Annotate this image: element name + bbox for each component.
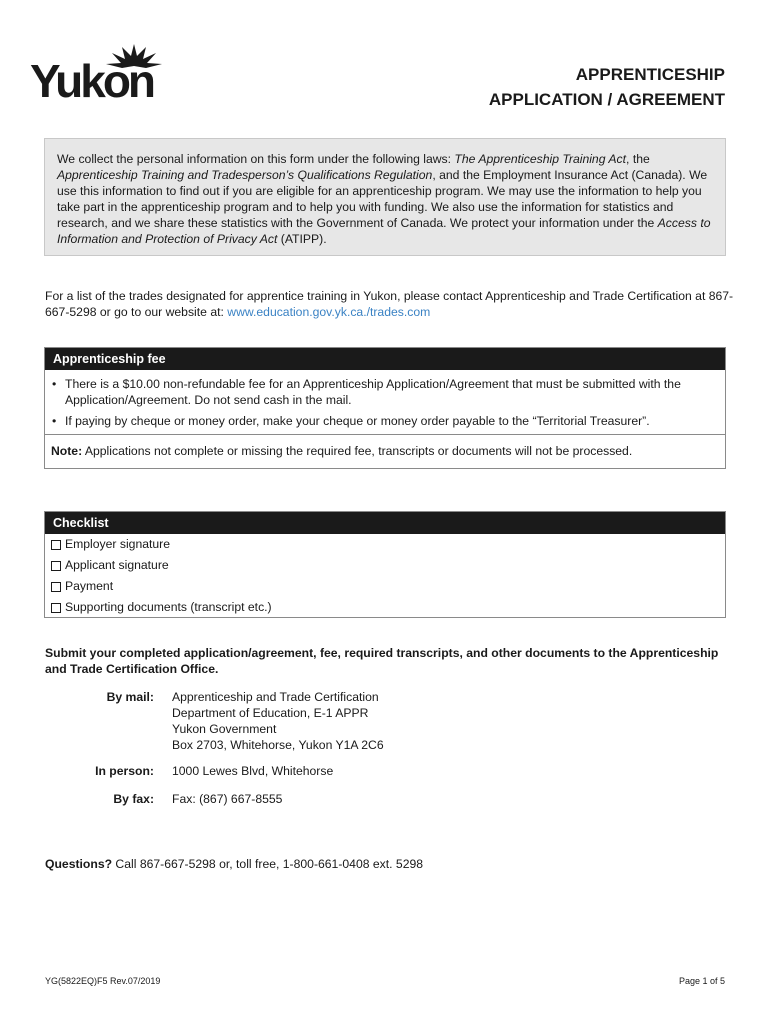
atipp-act-name: Access to Information and Protection of Privacy Act bbox=[57, 216, 711, 246]
website-link[interactable]: www.education.gov.yk.ca./trades.com bbox=[227, 305, 431, 319]
submit-instructions: Submit your completed application/agreement, fee, required transcripts, and other documents to the Apprenticeship and Trade Certification Office. bbox=[45, 646, 719, 676]
privacy-text: (ATIPP). bbox=[277, 232, 327, 246]
checklist-item-applicant-signature[interactable] bbox=[45, 555, 725, 576]
questions-text: Call 867-667-5298 or, toll free, 1-800-661-0408 ext. 5298 bbox=[112, 857, 424, 871]
checklist-item-label: Employer signature bbox=[65, 537, 170, 551]
privacy-notice bbox=[44, 138, 726, 256]
checklist-item-payment[interactable] bbox=[45, 576, 725, 597]
checklist-item-label: Payment bbox=[65, 579, 114, 593]
title-line-2: APPLICATION / AGREEMENT bbox=[488, 90, 725, 109]
form-title bbox=[489, 62, 725, 112]
fee-bullet: • If paying by cheque or money order, make your cheque or money order payable to the “Territorial Treasurer”. bbox=[65, 413, 715, 429]
fee-section bbox=[44, 347, 726, 469]
act-name: The Apprenticeship Training Act bbox=[454, 152, 627, 166]
checklist-heading: Checklist bbox=[45, 512, 725, 534]
checkbox-payment[interactable] bbox=[51, 582, 61, 592]
privacy-text: We collect the personal information on this form under the following laws: bbox=[57, 152, 455, 166]
checklist-section bbox=[44, 511, 726, 618]
questions-label: Questions? bbox=[45, 857, 113, 871]
page-number: Page 1 of 5 bbox=[678, 976, 725, 986]
checklist-item-employer-signature[interactable] bbox=[45, 534, 725, 555]
title-line-1: APPRENTICESHIP bbox=[575, 65, 725, 84]
questions-line bbox=[45, 856, 423, 872]
mail-address bbox=[172, 689, 384, 753]
checklist-item-supporting-documents[interactable] bbox=[45, 597, 725, 618]
form-code: YG(5822EQ)F5 Rev.07/2019 bbox=[45, 976, 161, 986]
trades-info bbox=[45, 288, 735, 320]
checklist-item-label: Supporting documents (transcript etc.) bbox=[65, 600, 272, 614]
fax-label: By fax: bbox=[113, 792, 154, 806]
checkbox-employer-signature[interactable] bbox=[51, 540, 61, 550]
fee-note bbox=[45, 434, 725, 459]
mail-address-line: Department of Education, E-1 APPR bbox=[172, 706, 369, 720]
checkbox-supporting-documents[interactable] bbox=[51, 603, 61, 613]
mail-label: By mail: bbox=[106, 690, 154, 704]
in-person-address: 1000 Lewes Blvd, Whitehorse bbox=[172, 764, 334, 778]
fee-list bbox=[45, 376, 725, 429]
privacy-text: , and the Employment Insurance Act (Canada). We use this information to find out if you are eligible for an apprenticeship program. We may use the information to help you take part in the apprenticeship program and to help you with funding. We also use the information for statistics and research, and we share these statistics with the Government of Canada. We protect your information under the bbox=[57, 168, 708, 230]
fax-number: Fax: (867) 667-8555 bbox=[172, 792, 283, 806]
trades-info-text: For a list of the trades designated for apprentice training in Yukon, please contact Apprenticeship and Trade Certification at 867-667-5298 or go to our website at: bbox=[45, 289, 734, 319]
note-label: Note: bbox=[51, 444, 83, 458]
fee-heading: Apprenticeship fee bbox=[45, 348, 725, 370]
yukon-logo bbox=[30, 44, 172, 106]
mail-address-line: Box 2703, Whitehorse, Yukon Y1A 2C6 bbox=[172, 738, 384, 752]
mail-address-line: Yukon Government bbox=[172, 722, 277, 736]
checkbox-applicant-signature[interactable] bbox=[51, 561, 61, 571]
logo-wordmark: Yukon bbox=[30, 55, 154, 107]
privacy-text: , the bbox=[626, 152, 650, 166]
mail-address-line: Apprenticeship and Trade Certification bbox=[172, 690, 379, 704]
fee-bullet: • There is a $10.00 non-refundable fee for an Apprenticeship Application/Agreement that must be submitted with the Application/Agreement. Do not send cash in the mail. bbox=[65, 376, 715, 408]
regulation-name: Apprenticeship Training and Tradesperson’s Qualifications Regulation bbox=[57, 168, 433, 182]
note-text: Applications not complete or missing the required fee, transcripts or documents will not be processed. bbox=[82, 444, 633, 458]
checklist-item-label: Applicant signature bbox=[65, 558, 169, 572]
in-person-label: In person: bbox=[95, 764, 154, 778]
